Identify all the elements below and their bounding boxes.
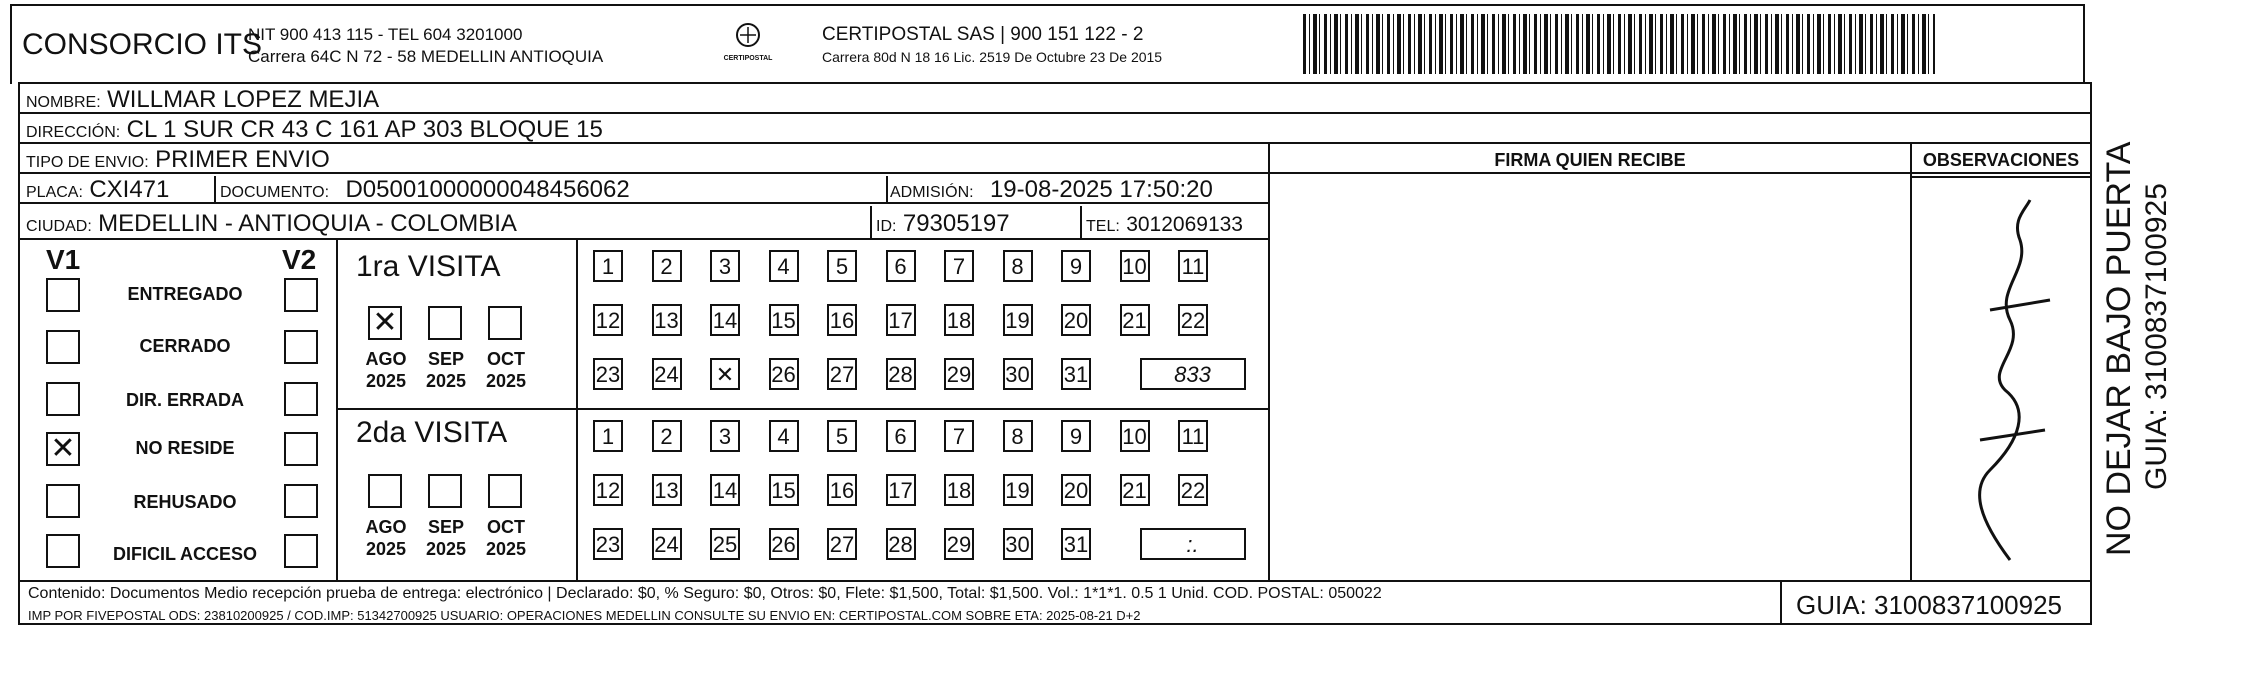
status-label: ENTREGADO xyxy=(127,284,243,304)
status-label: NO RESIDE xyxy=(135,438,235,458)
month-checkbox[interactable] xyxy=(488,474,522,508)
day-box[interactable]: 4 xyxy=(769,250,799,282)
month-name: OCT xyxy=(487,517,525,537)
day-box[interactable]: 18 xyxy=(944,474,974,506)
day-box[interactable]: 5 xyxy=(827,250,857,282)
month-label xyxy=(476,348,536,392)
company-line-2: Carrera 64C N 72 - 58 MEDELLIN ANTIOQUIA xyxy=(248,47,604,66)
nombre-row xyxy=(20,84,2090,114)
day-box[interactable]: 28 xyxy=(886,528,916,560)
visit1-title: 1ra VISITA xyxy=(356,250,501,283)
day-box[interactable]: 28 xyxy=(886,358,916,390)
day-box[interactable]: 3 xyxy=(710,420,740,452)
day-box[interactable]: 29 xyxy=(944,358,974,390)
day-box[interactable]: 31 xyxy=(1061,528,1091,560)
admision-value: 19-08-2025 17:50:20 xyxy=(989,176,1213,203)
day-box[interactable]: 10 xyxy=(1120,420,1150,452)
status-label: REHUSADO xyxy=(133,492,237,512)
nombre-label: NOMBRE: xyxy=(26,94,101,111)
day-box[interactable]: 20 xyxy=(1061,304,1091,336)
day-box[interactable]: 7 xyxy=(944,420,974,452)
divider xyxy=(886,176,888,204)
day-box[interactable]: 17 xyxy=(886,304,916,336)
day-box[interactable]: 23 xyxy=(593,358,623,390)
day-box[interactable]: 19 xyxy=(1003,304,1033,336)
month-year: 2025 xyxy=(485,371,527,391)
visit2-title: 2da VISITA xyxy=(356,416,508,449)
month-checkbox[interactable] xyxy=(488,306,522,340)
placa-label: PLACA: xyxy=(26,184,83,201)
day-box[interactable]: 19 xyxy=(1003,474,1033,506)
month-year: 2025 xyxy=(485,539,527,559)
month-label xyxy=(356,516,416,560)
firma-header: FIRMA QUIEN RECIBE xyxy=(1494,150,1686,170)
day-box[interactable]: 4 xyxy=(769,420,799,452)
day-box[interactable]: 17 xyxy=(886,474,916,506)
company-info xyxy=(248,24,603,68)
day-box[interactable]: 8 xyxy=(1003,250,1033,282)
direccion-label: DIRECCIÓN: xyxy=(26,124,121,141)
month-checkbox[interactable]: ✕ xyxy=(368,306,402,340)
logo-icon xyxy=(731,22,765,50)
footer-guia: GUIA: 3100837100925 xyxy=(1796,590,2062,620)
month-year: 2025 xyxy=(365,371,407,391)
day-box[interactable]: 24 xyxy=(652,528,682,560)
tel-label: TEL: xyxy=(1086,218,1120,235)
documento-label: DOCUMENTO: xyxy=(220,184,330,201)
status-label: CERRADO xyxy=(139,336,231,356)
day-box[interactable]: 14 xyxy=(710,474,740,506)
v1-checkbox[interactable] xyxy=(46,278,80,312)
v2-checkbox[interactable] xyxy=(284,382,318,416)
day-box[interactable]: 12 xyxy=(593,304,623,336)
documento-value: D05001000000048456062 xyxy=(345,176,630,203)
day-box[interactable]: 23 xyxy=(593,528,623,560)
side-guia-text: GUIA: 3100837100925 xyxy=(2140,183,2173,490)
month-name: SEP xyxy=(427,517,465,537)
v1-checkbox[interactable] xyxy=(46,534,80,568)
day-box[interactable]: 3 xyxy=(710,250,740,282)
month-label xyxy=(416,516,476,560)
ciudad-label: CIUDAD: xyxy=(26,218,92,235)
v1-checkbox[interactable]: ✕ xyxy=(46,432,80,466)
company-name: CONSORCIO ITS xyxy=(22,28,263,61)
status-label: DIFICIL ACCESO xyxy=(112,544,257,564)
divider xyxy=(870,206,872,240)
id-value: 79305197 xyxy=(902,210,1010,237)
direccion-row xyxy=(20,114,2090,144)
day-box[interactable]: 30 xyxy=(1003,358,1033,390)
day-box[interactable]: 7 xyxy=(944,250,974,282)
day-box[interactable]: 26 xyxy=(769,528,799,560)
day-box[interactable]: 29 xyxy=(944,528,974,560)
month-year: 2025 xyxy=(365,539,407,559)
day-box[interactable]: 15 xyxy=(769,304,799,336)
admision-label: ADMISIÓN: xyxy=(890,184,974,201)
status-label: DIR. ERRADA xyxy=(125,390,244,410)
visit-month-border xyxy=(576,240,578,580)
extra-box[interactable]: 833 xyxy=(1140,358,1246,390)
day-box[interactable]: 31 xyxy=(1061,358,1091,390)
day-box[interactable]: 22 xyxy=(1178,304,1208,336)
month-checkbox[interactable] xyxy=(368,474,402,508)
footer-line-1: Contenido: Documentos Medio recepción prueba de entrega: electrónico | Declarado: $0, % Seguro: $0, Otros: $0, Flete: $1,500, Total: $1,500. Vol.: 1*1*1. 0.5 1 Unid. COD. POSTAL: 050022 xyxy=(28,585,1382,602)
visit-divider xyxy=(336,408,1268,410)
month-name: SEP xyxy=(427,349,465,369)
day-box[interactable]: 16 xyxy=(827,304,857,336)
day-box[interactable]: 26 xyxy=(769,358,799,390)
divider xyxy=(1080,206,1082,240)
firma-left-border xyxy=(1268,144,1270,580)
id-label: ID: xyxy=(876,218,897,235)
month-name: OCT xyxy=(487,349,525,369)
placa-row xyxy=(20,174,1269,204)
day-box[interactable]: 2 xyxy=(652,250,682,282)
day-box[interactable]: 15 xyxy=(769,474,799,506)
direccion-value: CL 1 SUR CR 43 C 161 AP 303 BLOQUE 15 xyxy=(126,116,603,143)
day-box[interactable]: 8 xyxy=(1003,420,1033,452)
v2-label: V2 xyxy=(282,244,317,275)
day-box[interactable]: 1 xyxy=(593,250,623,282)
day-box[interactable]: 5 xyxy=(827,420,857,452)
day-box[interactable]: 6 xyxy=(886,420,916,452)
month-label xyxy=(356,348,416,392)
v1-checkbox[interactable] xyxy=(46,484,80,518)
carrier-info xyxy=(822,24,1162,68)
observaciones-header: OBSERVACIONES xyxy=(1922,150,2080,170)
day-box[interactable]: 20 xyxy=(1061,474,1091,506)
logo-text: CERTIPOSTAL xyxy=(723,55,773,62)
day-box[interactable]: 13 xyxy=(652,474,682,506)
nombre-value: WILLMAR LOPEZ MEJIA xyxy=(107,86,380,113)
footer-divider xyxy=(1780,580,1782,625)
divider xyxy=(214,176,216,204)
day-box[interactable]: 21 xyxy=(1120,304,1150,336)
day-box[interactable]: 1 xyxy=(593,420,623,452)
day-box[interactable]: 11 xyxy=(1178,420,1208,452)
day-box[interactable]: 10 xyxy=(1120,250,1150,282)
day-box[interactable]: 2 xyxy=(652,420,682,452)
v1-checkbox[interactable] xyxy=(46,330,80,364)
obs-left-border xyxy=(1910,144,1912,580)
month-label xyxy=(476,516,536,560)
day-box[interactable]: 12 xyxy=(593,474,623,506)
month-year: 2025 xyxy=(425,539,467,559)
day-box[interactable]: 30 xyxy=(1003,528,1033,560)
tel-value: 3012069133 xyxy=(1126,213,1243,236)
carrier-line-2: Carrera 80d N 18 16 Lic. 2519 De Octubre 23 De 2015 xyxy=(822,49,1163,65)
company-line-1: NIT 900 413 115 - TEL 604 3201000 xyxy=(248,25,523,44)
month-year: 2025 xyxy=(425,371,467,391)
v1-label: V1 xyxy=(46,244,81,275)
status-right-border xyxy=(336,240,338,580)
day-box[interactable]: 21 xyxy=(1120,474,1150,506)
carrier-line-1: CERTIPOSTAL SAS | 900 151 122 - 2 xyxy=(822,24,1144,45)
day-box[interactable]: 9 xyxy=(1061,420,1091,452)
day-box[interactable]: 14 xyxy=(710,304,740,336)
month-checkbox[interactable] xyxy=(428,306,462,340)
month-name: AGO xyxy=(365,349,407,369)
v2-checkbox[interactable] xyxy=(284,534,318,568)
no-dejar-text: NO DEJAR BAJO PUERTA xyxy=(2100,141,2138,556)
month-name: AGO xyxy=(365,517,407,537)
day-box[interactable]: 24 xyxy=(652,358,682,390)
day-box[interactable]: 9 xyxy=(1061,250,1091,282)
day-box[interactable]: 27 xyxy=(827,358,857,390)
day-box[interactable]: 25 xyxy=(710,528,740,560)
obs-header-line xyxy=(1912,176,2090,178)
v2-checkbox[interactable] xyxy=(284,278,318,312)
extra-box[interactable]: :. xyxy=(1140,528,1246,560)
tipo-value: PRIMER ENVIO xyxy=(155,146,330,173)
month-label xyxy=(416,348,476,392)
footer-line-2: IMP POR FIVEPOSTAL ODS: 23810200925 / COD.IMP: 51342700925 USUARIO: OPERACIONES MEDELLIN CONSULTE SU ENVIO EN: CERTIPOSTAL.COM SOBRE ETA: 2025-08-21 D+2 xyxy=(28,608,1141,623)
v1-checkbox[interactable] xyxy=(46,382,80,416)
signature-icon xyxy=(1950,190,2060,570)
ciudad-value: MEDELLIN - ANTIOQUIA - COLOMBIA xyxy=(98,210,517,237)
barcode xyxy=(1303,14,1935,74)
day-box[interactable]: 27 xyxy=(827,528,857,560)
v2-checkbox[interactable] xyxy=(284,484,318,518)
v2-checkbox[interactable] xyxy=(284,432,318,466)
v2-checkbox[interactable] xyxy=(284,330,318,364)
certipostal-logo xyxy=(718,22,778,72)
day-box[interactable]: 18 xyxy=(944,304,974,336)
day-box[interactable]: 13 xyxy=(652,304,682,336)
day-box[interactable]: 6 xyxy=(886,250,916,282)
placa-value: CXI471 xyxy=(89,176,170,203)
day-box[interactable]: 16 xyxy=(827,474,857,506)
month-checkbox[interactable] xyxy=(428,474,462,508)
tipo-label: TIPO DE ENVIO: xyxy=(26,154,149,171)
day-box[interactable]: ✕ xyxy=(710,358,740,390)
day-box[interactable]: 22 xyxy=(1178,474,1208,506)
day-box[interactable]: 11 xyxy=(1178,250,1208,282)
